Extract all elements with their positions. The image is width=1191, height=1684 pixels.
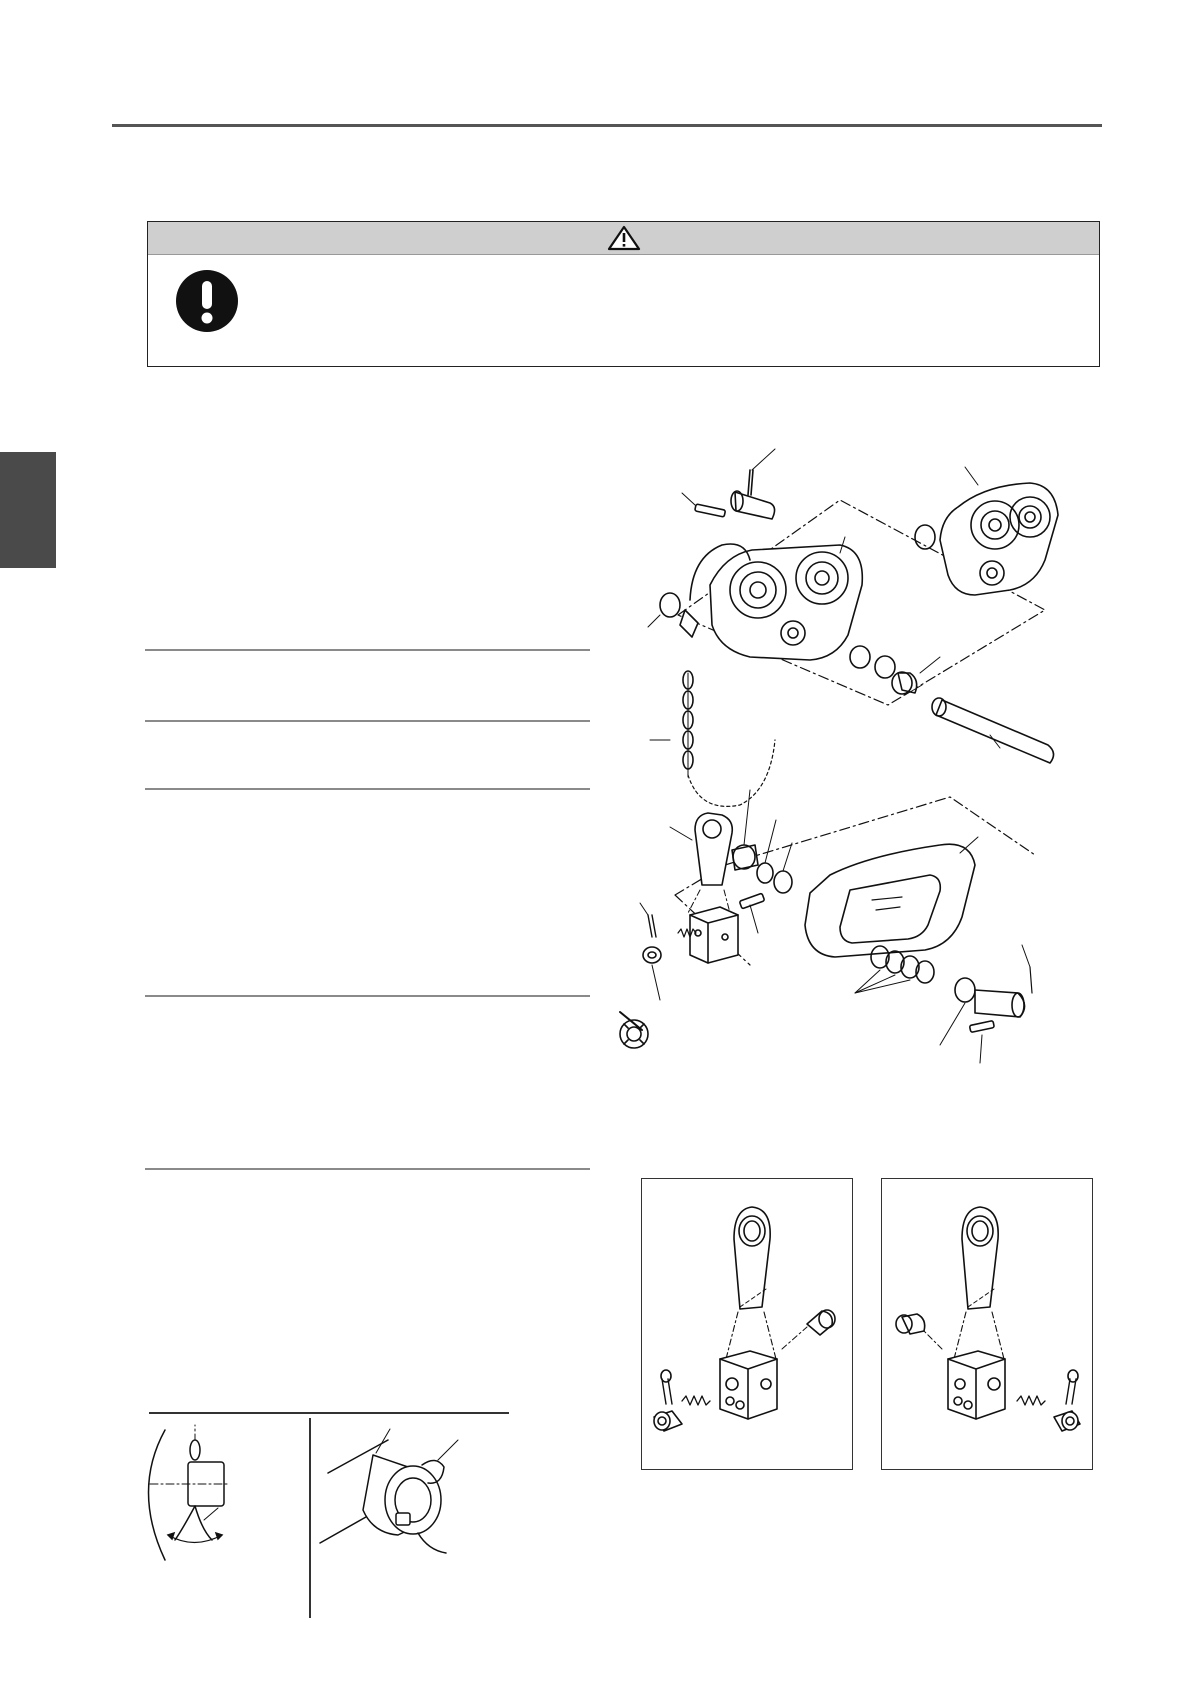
cotter-pin-angle-detail xyxy=(150,1420,300,1570)
section-rule-5 xyxy=(145,1168,590,1170)
chapter-side-tab xyxy=(0,452,56,568)
suspension-assembly-right-panel xyxy=(881,1178,1093,1470)
section-rule-1 xyxy=(145,649,590,651)
warning-triangle-icon xyxy=(607,225,641,251)
section-rule-3 xyxy=(145,788,590,790)
header-rule xyxy=(112,124,1102,127)
detail-figure-rule xyxy=(149,1412,509,1414)
castle-nut-cotter-pin-detail xyxy=(318,1425,508,1575)
section-rule-2 xyxy=(145,720,590,722)
warning-header-bar xyxy=(148,222,1099,255)
detail-figure-divider xyxy=(309,1418,311,1618)
warning-box xyxy=(147,221,1100,367)
suspension-shaft-assembly-right xyxy=(882,1179,1094,1471)
suspension-shaft-assembly-left xyxy=(642,1179,854,1471)
section-rule-4 xyxy=(145,995,590,997)
suspension-assembly-left-panel xyxy=(641,1178,853,1470)
exclamation-circle-icon xyxy=(175,269,239,333)
trolley-exploded-diagram xyxy=(640,445,1100,1155)
